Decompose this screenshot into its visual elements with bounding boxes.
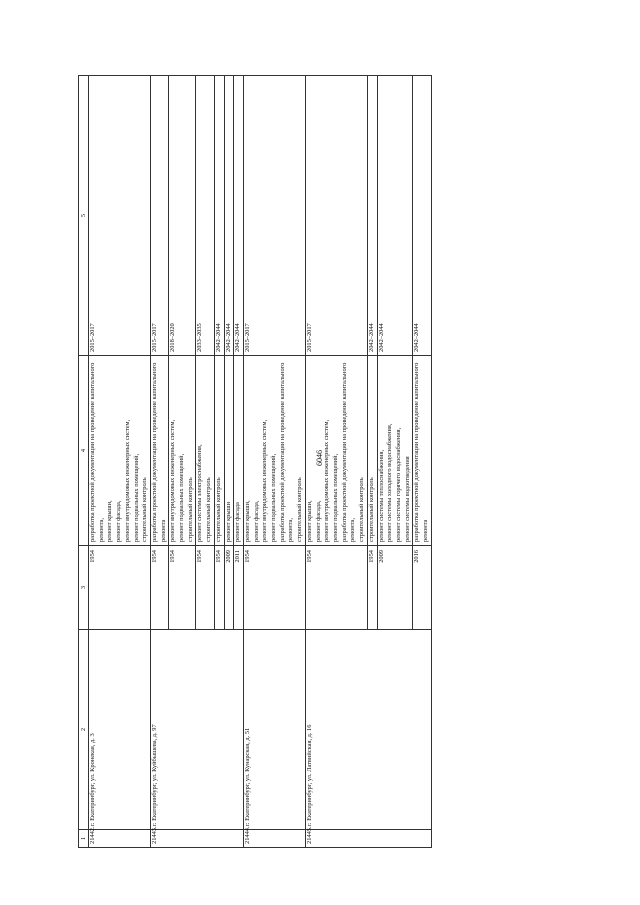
- address-cell: г. Екатеринбург, ул. Куйбышева, д. 97: [150, 630, 243, 830]
- rotated-page: [78, 76, 576, 848]
- period-cell: 2015–2017: [89, 76, 151, 356]
- header-cell-4: 4: [79, 356, 89, 546]
- period-cell: 2042–2044: [367, 76, 377, 356]
- work-types-cell: строительный контроль: [367, 356, 377, 546]
- year-cell: 1954: [243, 546, 305, 630]
- table-row: [243, 76, 305, 848]
- period-cell: 2015–2017: [243, 76, 305, 356]
- year-cell: 1954: [305, 546, 367, 630]
- address-cell: г. Екатеринбург, ул. Кунарская, д. 51: [243, 630, 305, 830]
- period-cell: 2042–2044: [214, 76, 224, 356]
- year-cell: 1954: [214, 546, 224, 630]
- work-types-cell: ремонт системы теплоснабжения, ремонт системы холодного водоснабжения, ремонт системы горячего водоснабжения, ремонт системы водоотведения: [377, 356, 413, 546]
- year-cell: 2009: [377, 546, 413, 630]
- table-body: [89, 76, 432, 848]
- address-cell: г. Екатеринбург, ул. Кронекая, д. 3: [89, 630, 151, 830]
- work-types-cell: ремонт крыши, ремонт фасада, ремонт внутридомовых инженерных систем, ремонт подвальных помещений, разработка проектной документации на проведение капитального ремонта, строительный контроль: [243, 356, 305, 546]
- year-cell: 2016: [413, 546, 431, 630]
- year-cell: 1954: [196, 546, 214, 630]
- work-types-cell: разработка проектной документации на проведение капитального ремонта: [150, 356, 168, 546]
- header-row: [79, 76, 89, 848]
- period-cell: 2042–2044: [224, 76, 234, 356]
- period-cell: 2042–2044: [377, 76, 413, 356]
- work-types-cell: разработка проектной документации на проведение капитального ремонта, ремонт крыши, ремонт фасада, ремонт внутридомовых инженерных систем, ремонт подвальных помещений, строительный контроль: [89, 356, 151, 546]
- year-cell: 1954: [89, 546, 151, 630]
- header-cell-5: 5: [79, 76, 89, 356]
- period-cell: 2042–2044: [234, 76, 244, 356]
- address-cell: г. Екатеринбург, ул. Латвийская, д. 16: [305, 630, 431, 830]
- row-number: 21445.: [305, 830, 431, 848]
- table-row: [89, 76, 151, 848]
- header-cell-2: 2: [79, 630, 89, 830]
- year-cell: 1954: [367, 546, 377, 630]
- row-number: 21443.: [150, 830, 243, 848]
- work-types-cell: ремонт системы электроснабжения, строительный контроль: [196, 356, 214, 546]
- table-row: [150, 76, 168, 848]
- work-types-cell: разработка проектной документации на проведение капитального ремонта: [413, 356, 431, 546]
- year-cell: 1954: [169, 546, 196, 630]
- table-row: [305, 76, 367, 848]
- period-cell: 2033–2035: [196, 76, 214, 356]
- year-cell: 2009: [224, 546, 234, 630]
- year-cell: 2011: [234, 546, 244, 630]
- page-number: 6046: [315, 450, 324, 466]
- period-cell: 2015–2017: [305, 76, 367, 356]
- row-number: 21444.: [243, 830, 305, 848]
- row-number: 21442.: [89, 830, 151, 848]
- work-types-cell: ремонт внутридомовых инженерных систем, ремонт подвальных помещений, строительный контроль: [169, 356, 196, 546]
- period-cell: 2015–2017: [150, 76, 168, 356]
- work-types-cell: ремонт крыши: [224, 356, 234, 546]
- work-types-cell: ремонт крыши, ремонт фасада, ремонт внутридомовых инженерных систем, ремонт подвальных помещений, разработка проектной документации на проведение капитального ремонта, строительный контроль: [305, 356, 367, 546]
- header-cell-3: 3: [79, 546, 89, 630]
- year-cell: 1954: [150, 546, 168, 630]
- header-cell-1: 1: [79, 830, 89, 848]
- repair-schedule-table: [78, 75, 432, 848]
- work-types-cell: ремонт фасада: [234, 356, 244, 546]
- period-cell: 2042–2044: [413, 76, 431, 356]
- period-cell: 2018–2020: [169, 76, 196, 356]
- work-types-cell: строительный контроль: [214, 356, 224, 546]
